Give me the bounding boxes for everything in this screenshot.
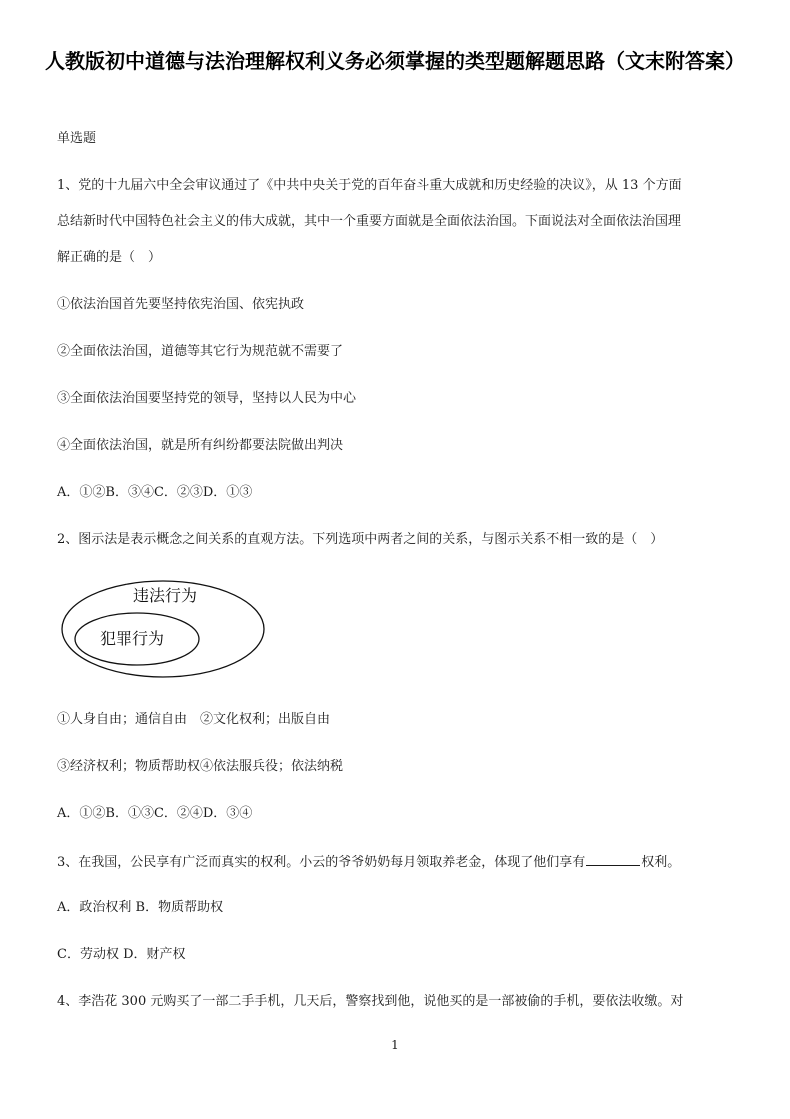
q3-stem-after: 权利。: [641, 855, 681, 870]
outer-label: 违法行为: [133, 586, 198, 605]
q1-item-1: ①依法治国首先要坚持依宪治国、依宪执政: [57, 297, 305, 312]
venn-diagram: [60, 578, 266, 680]
q2-items-line-2: ③经济权利；物质帮助权④依法服兵役；依法纳税: [57, 759, 344, 774]
page-number: 1: [391, 1038, 399, 1052]
q4-stem-line-1: 4、李浩花 300 元购买了一部二手手机，几天后，警察找到他，说他买的是一部被偷的手机，要依法收缴。对: [57, 994, 684, 1009]
q2-options: A．①②B．①③C．②④D．③④: [57, 806, 253, 821]
section-heading: 单选题: [57, 131, 97, 146]
inner-label: 犯罪行为: [100, 629, 165, 648]
q1-options: A．①②B．③④C．②③D．①③: [57, 485, 253, 500]
q2-stem: 2、图示法是表示概念之间关系的直观方法。下列选项中两者之间的关系，与图示关系不相一致的是（ ）: [57, 532, 664, 547]
q3-stem-before: 3、在我国，公民享有广泛而真实的权利。小云的爷爷奶奶每月领取养老金，体现了他们享有: [57, 855, 586, 870]
q1-stem-line-1: 1、党的十九届六中全会审议通过了《中共中央关于党的百年奋斗重大成就和历史经验的决议》，从 13 个方面: [57, 178, 682, 193]
document-title: 人教版初中道德与法治理解权利义务必须掌握的类型题解题思路（文末附答案）: [45, 49, 745, 73]
q1-stem-line-2: 总结新时代中国特色社会主义的伟大成就，其中一个重要方面就是全面依法治国。下面说法对全面依法治国理: [57, 214, 682, 229]
q3-options-line-1: A．政治权利 B．物质帮助权: [57, 900, 224, 915]
q1-item-2: ②全面依法治国，道德等其它行为规范就不需要了: [57, 344, 344, 359]
q3-options-line-2: C．劳动权 D．财产权: [57, 947, 186, 962]
q1-item-3: ③全面依法治国要坚持党的领导，坚持以人民为中心: [57, 391, 357, 406]
q2-items-line-1: ①人身自由；通信自由 ②文化权利；出版自由: [57, 712, 331, 727]
q3-stem: [57, 853, 680, 871]
q1-stem-line-3: 解正确的是（ ）: [57, 250, 162, 265]
q1-item-4: ④全面依法治国，就是所有纠纷都要法院做出判决: [57, 438, 344, 453]
q3-answer-blank: [586, 853, 640, 866]
